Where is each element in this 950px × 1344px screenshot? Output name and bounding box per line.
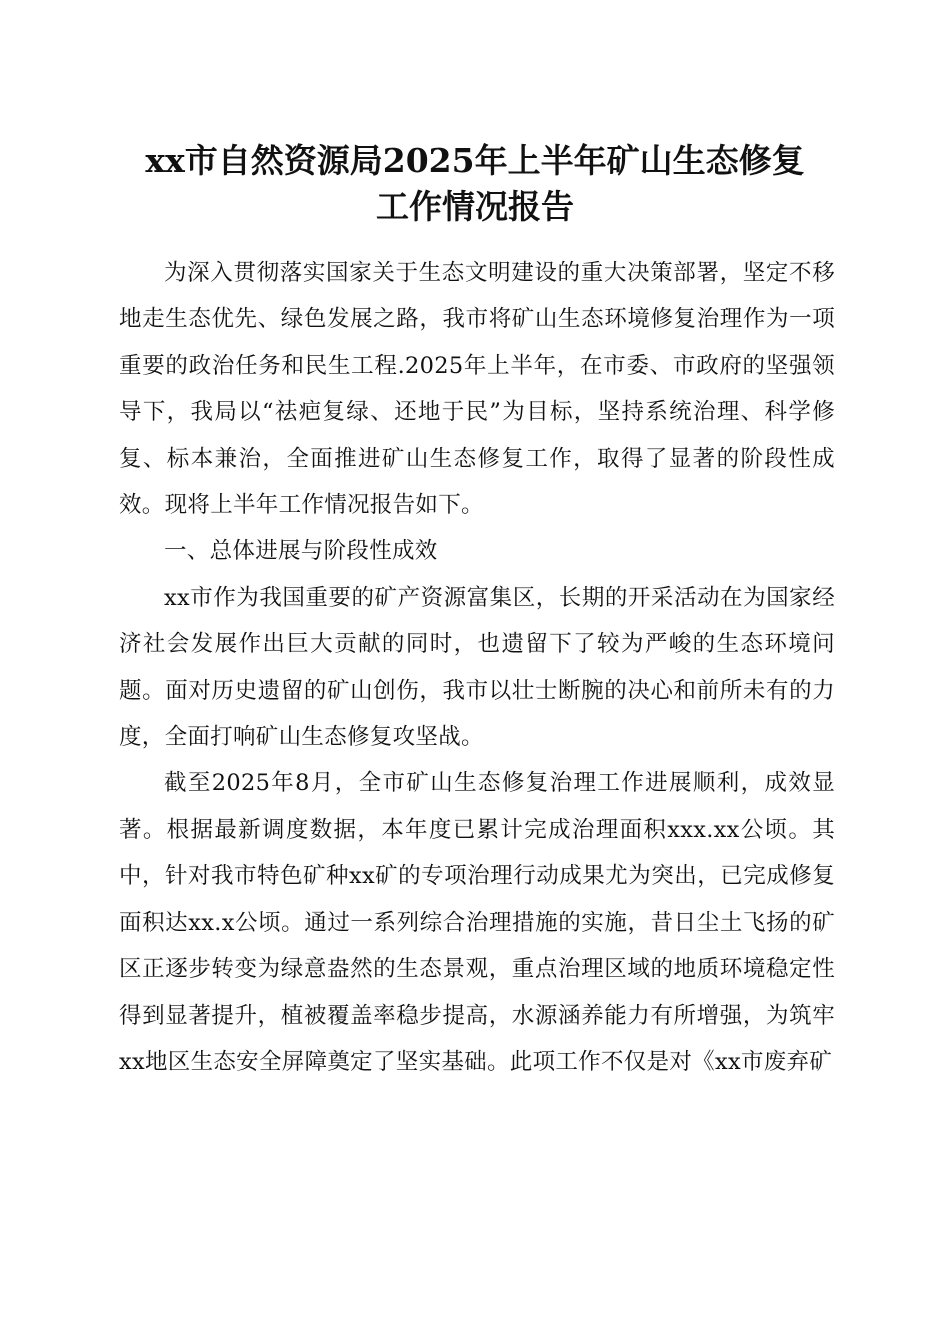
title-line-1: xx市自然资源局2025年上半年矿山生态修复 xyxy=(145,141,805,180)
document-title xyxy=(110,138,840,230)
intro-paragraph: 为深入贯彻落实国家关于生态文明建设的重大决策部署，坚定不移地走生态优先、绿色发展之路，我市将矿山生态环境修复治理作为一项重要的政治任务和民生工程.2025年上半年，在市委、市政府的坚强领导下，我局以“祛疤复绿、还地于民”为目标，坚持系统治理、科学修复、标本兼治，全面推进矿山生态修复工作，取得了显著的阶段性成效。现将上半年工作情况报告如下。 xyxy=(119,260,835,519)
section-heading: 一、总体进展与阶段性成效 xyxy=(164,538,438,565)
body-paragraph: 截至2025年8月，全市矿山生态修复治理工作进展顺利，成效显著。根据最新调度数据，本年度已累计完成治理面积xxx.xx公顷。其中，针对我市特色矿种xx矿的专项治理行动成果尤为突出，已完成修复面积达xx.x公顷。通过一系列综合治理措施的实施，昔日尘土飞扬的矿区正逐步转变为绿意盎然的生态景观，重点治理区域的地质环境稳定性得到显著提升，植被覆盖率稳步提高，水源涵养能力有所增强，为筑牢xx地区生态安全屏障奠定了坚实基础。此项工作不仅是对《xx市废弃矿 xyxy=(119,770,835,1075)
title-line-2: 工作情况报告 xyxy=(376,187,574,226)
body-paragraph: xx市作为我国重要的矿产资源富集区，长期的开采活动在为国家经济社会发展作出巨大贡献的同时，也遗留下了较为严峻的生态环境问题。面对历史遗留的矿山创伤，我市以壮士断腕的决心和前所未有的力度，全面打响矿山生态修复攻坚战。 xyxy=(119,584,835,751)
document-body xyxy=(119,250,835,1085)
